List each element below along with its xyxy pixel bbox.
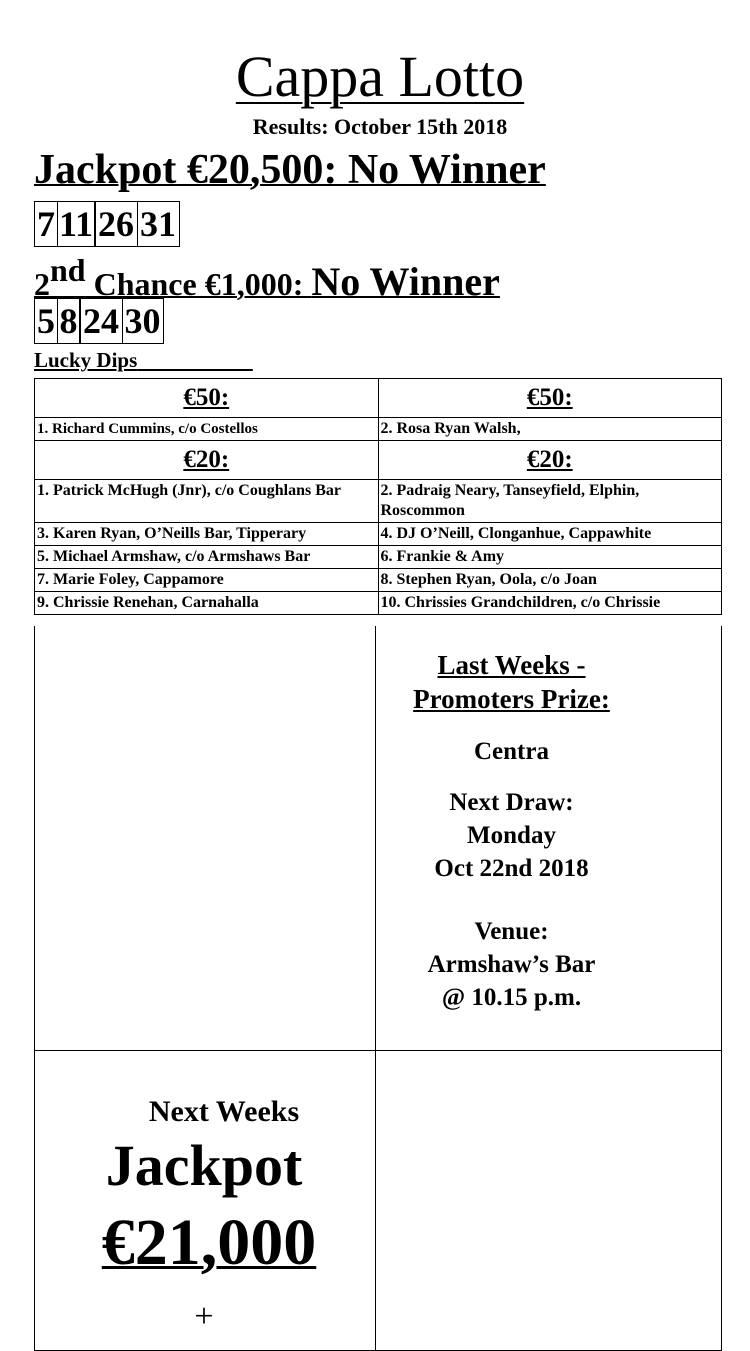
table-row <box>35 569 722 592</box>
draw-time: @ 10.15 p.m. <box>441 984 582 1011</box>
next-draw-day: Monday <box>467 822 556 849</box>
table-row <box>35 546 722 569</box>
winner-cell: 7. Marie Foley, Cappamore <box>35 569 379 592</box>
second-chance-number: 24 <box>79 298 123 344</box>
venue-name: Armshaw’s Bar <box>427 951 596 978</box>
results-date: Results: October 15th 2018 <box>252 114 508 139</box>
page-title: Cappa Lotto <box>235 44 525 109</box>
table-row <box>35 480 722 523</box>
next-jackpot-amount: €21,000 <box>101 1206 317 1279</box>
prize-50-header: €50: <box>35 379 379 418</box>
second-chance-ordinal-suffix: nd <box>50 252 86 288</box>
prize-50-header: €50: <box>378 379 722 418</box>
venue-info <box>374 915 649 1014</box>
winner-cell: 8. Stephen Ryan, Oola, c/o Joan <box>378 569 722 592</box>
jackpot-number: 7 <box>34 201 58 247</box>
jackpot-number: 26 <box>94 201 138 247</box>
second-chance-number: 30 <box>122 298 164 344</box>
second-chance-label: Chance €1,000: <box>85 266 312 302</box>
second-chance-outcome: No Winner <box>311 259 500 304</box>
winner-cell: 1. Richard Cummins, c/o Costellos <box>35 418 379 441</box>
winner-cell: 2. Padraig Neary, Tanseyfield, Elphin, Roscommon <box>378 480 722 523</box>
second-chance-number: 8 <box>57 298 81 344</box>
second-chance-number: 5 <box>34 298 58 344</box>
promoters-heading-line: Last Weeks - <box>437 650 586 680</box>
jackpot-number: 31 <box>137 201 180 247</box>
table-row <box>35 441 722 480</box>
promoters-heading-line: Promoters Prize: <box>413 684 610 714</box>
winner-cell: 5. Michael Armshaw, c/o Armshaws Bar <box>35 546 379 569</box>
plus-sign: + <box>194 1298 214 1335</box>
lucky-dips-label <box>34 348 253 373</box>
second-chance-numbers <box>34 298 162 344</box>
winner-cell: 6. Frankie & Amy <box>378 546 722 569</box>
winner-cell: 3. Karen Ryan, O’Neills Bar, Tipperary <box>35 523 379 546</box>
next-draw-label: Next Draw: <box>449 789 574 816</box>
next-weeks-label: Next Weeks <box>148 1095 300 1128</box>
lucky-dips-label-text: Lucky Dips <box>34 348 138 372</box>
winner-cell: 10. Chrissies Grandchildren, c/o Chrissie <box>378 592 722 615</box>
winner-cell: 9. Chrissie Renehan, Carnahalla <box>35 592 379 615</box>
promoters-prize-heading <box>374 648 649 716</box>
table-row <box>35 379 722 418</box>
second-chance-ordinal: 2 <box>34 266 50 302</box>
jackpot-numbers <box>34 201 178 247</box>
next-draw-date: Oct 22nd 2018 <box>434 855 589 882</box>
winner-cell: 4. DJ O’Neill, Clonganhue, Cappawhite <box>378 523 722 546</box>
jackpot-number: 11 <box>57 201 96 247</box>
jackpot-result: Jackpot €20,500: No Winner <box>34 147 546 193</box>
table-row <box>35 418 722 441</box>
lucky-dips-table <box>34 378 722 615</box>
table-row <box>35 523 722 546</box>
venue-label: Venue: <box>474 918 549 945</box>
empty-panel <box>374 1050 722 1351</box>
promoters-prize-winner: Centra <box>474 738 549 765</box>
winner-cell: 1. Patrick McHugh (Jnr), c/o Coughlans Bar <box>35 480 379 523</box>
empty-panel <box>34 626 376 1051</box>
winner-cell: 2. Rosa Ryan Walsh, <box>378 418 722 441</box>
prize-20-header: €20: <box>35 441 379 480</box>
next-jackpot-word: Jackpot <box>105 1133 303 1198</box>
next-draw-info <box>374 786 649 885</box>
table-row <box>35 592 722 615</box>
prize-20-header: €20: <box>378 441 722 480</box>
